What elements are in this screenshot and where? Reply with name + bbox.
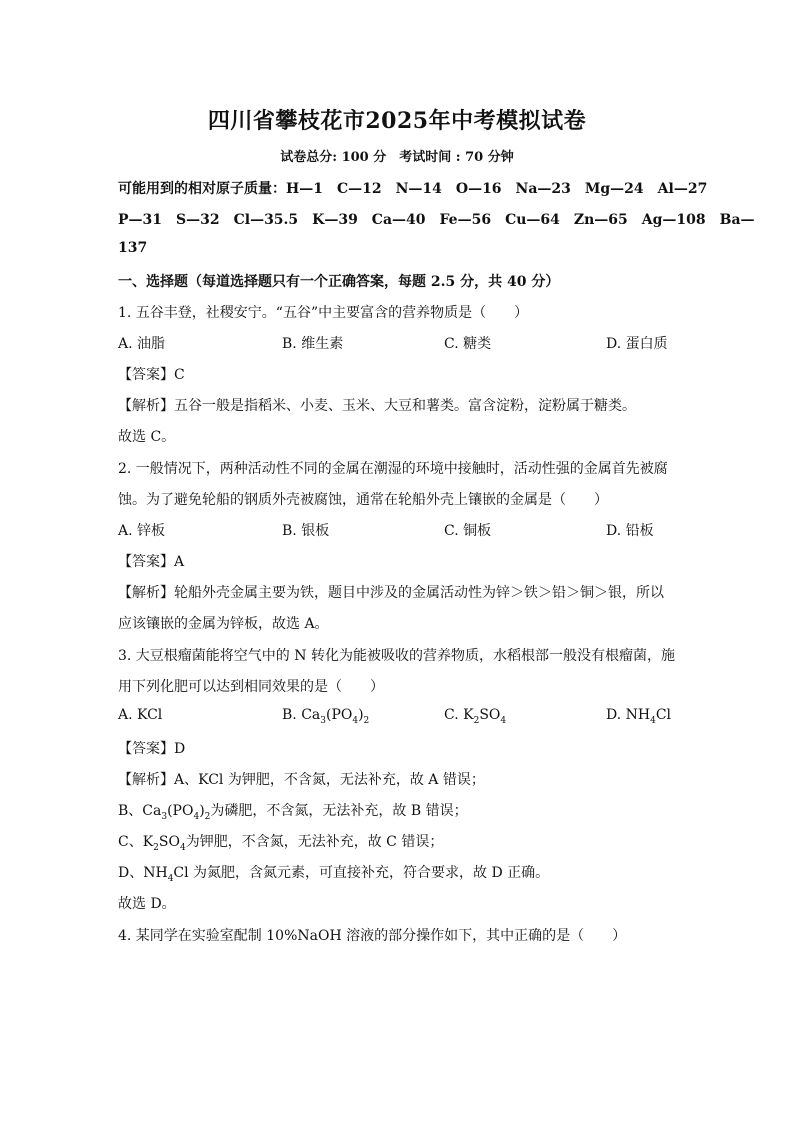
atomic-masses-line-1: 可能用到的相对原子质量：H—1 C—12 N—14 O—16 Na—23 Mg—24 Al—27	[118, 181, 708, 197]
question-1-stem: 1. 五谷丰登，社稷安宁。“五谷”中主要富含的营养物质是（ ）	[118, 305, 529, 321]
section-heading: 一、选择题（每道选择题只有一个正确答案，每题 2.5 分，共 40 分）	[118, 274, 560, 290]
atomic-masses-line-2: P—31 S—32 Cl—35.5 K—39 Ca—40 Fe—56 Cu—64 Zn—65 Ag—108 Ba—	[118, 212, 755, 228]
question-1-option-d: D. 蛋白质	[606, 336, 668, 352]
question-1-option-a: A. 油脂	[118, 336, 166, 352]
question-2-option-b: B. 银板	[282, 523, 330, 539]
question-3-analysis-c: C、$K_2SO_4$为钾肥，不含氮，无法补充，故 C 错误；	[118, 834, 444, 853]
question-2-option-a: A. 锌板	[118, 523, 166, 539]
question-1-analysis: 【解析】五谷一般是指稻米、小麦、玉米、大豆和薯类。富含淀粉，淀粉属于糖类。	[118, 398, 636, 414]
question-1-answer: 【答案】C	[118, 367, 185, 383]
question-3-option-d: D. $NH_4Cl$	[606, 707, 672, 726]
question-2-stem-line-2: 蚀。为了避免轮船的钢质外壳被腐蚀，通常在轮船外壳上镶嵌的金属是（ ）	[118, 492, 608, 508]
question-3-stem-line-1: 3. 大豆根瘤菌能将空气中的 N 转化为能被吸收的营养物质，水稻根部一般没有根瘤菌，施	[118, 648, 675, 664]
question-3-answer: 【答案】D	[118, 741, 186, 757]
question-3-analysis-d: D、$NH_4Cl$ 为氮肥，含氮元素，可直接补充，符合要求，故 D 正确。	[118, 865, 550, 884]
question-2-answer: 【答案】A	[118, 554, 185, 570]
question-3-option-a: A. KCl	[118, 707, 163, 723]
question-2-analysis-line-2: 应该镶嵌的金属为锌板，故选 A。	[118, 616, 329, 632]
question-3-option-c: C. $K_2SO_4$	[444, 707, 507, 726]
question-3-stem-line-2: 用下列化肥可以达到相同效果的是（ ）	[118, 679, 384, 695]
page-title: 四川省攀枝花市2025年中考模拟试卷	[207, 108, 587, 134]
exam-info: 试卷总分: 100 分 考试时间 : 70 分钟	[280, 150, 514, 165]
question-3-option-b: B. $Ca_3(PO_4)_2$	[282, 707, 370, 726]
question-3-analysis-a: 【解析】A、KCl 为钾肥，不含氮，无法补充，故 A 错误；	[118, 772, 485, 788]
question-2-option-c: C. 铜板	[444, 523, 492, 539]
question-1-option-b: B. 维生素	[282, 336, 344, 352]
question-3-conclusion: 故选 D。	[118, 896, 176, 912]
question-1-option-c: C. 糖类	[444, 336, 492, 352]
question-2-stem-line-1: 2. 一般情况下，两种活动性不同的金属在潮湿的环境中接触时，活动性强的金属首先被腐	[118, 461, 668, 477]
question-4-stem: 4. 某同学在实验室配制 10%NaOH 溶液的部分操作如下，其中正确的是（ ）	[118, 928, 627, 944]
question-2-option-d: D. 铅板	[606, 523, 654, 539]
atomic-masses-line-3: 137	[118, 240, 148, 256]
question-2-analysis-line-1: 【解析】轮船外壳金属主要为铁，题目中涉及的金属活动性为锌＞铁＞铅＞铜＞银，所以	[118, 585, 664, 601]
question-1-conclusion: 故选 C。	[118, 429, 176, 445]
question-3-analysis-b: B、$Ca_3(PO_4)_2$为磷肥，不含氮，无法补充，故 B 错误；	[118, 803, 468, 822]
